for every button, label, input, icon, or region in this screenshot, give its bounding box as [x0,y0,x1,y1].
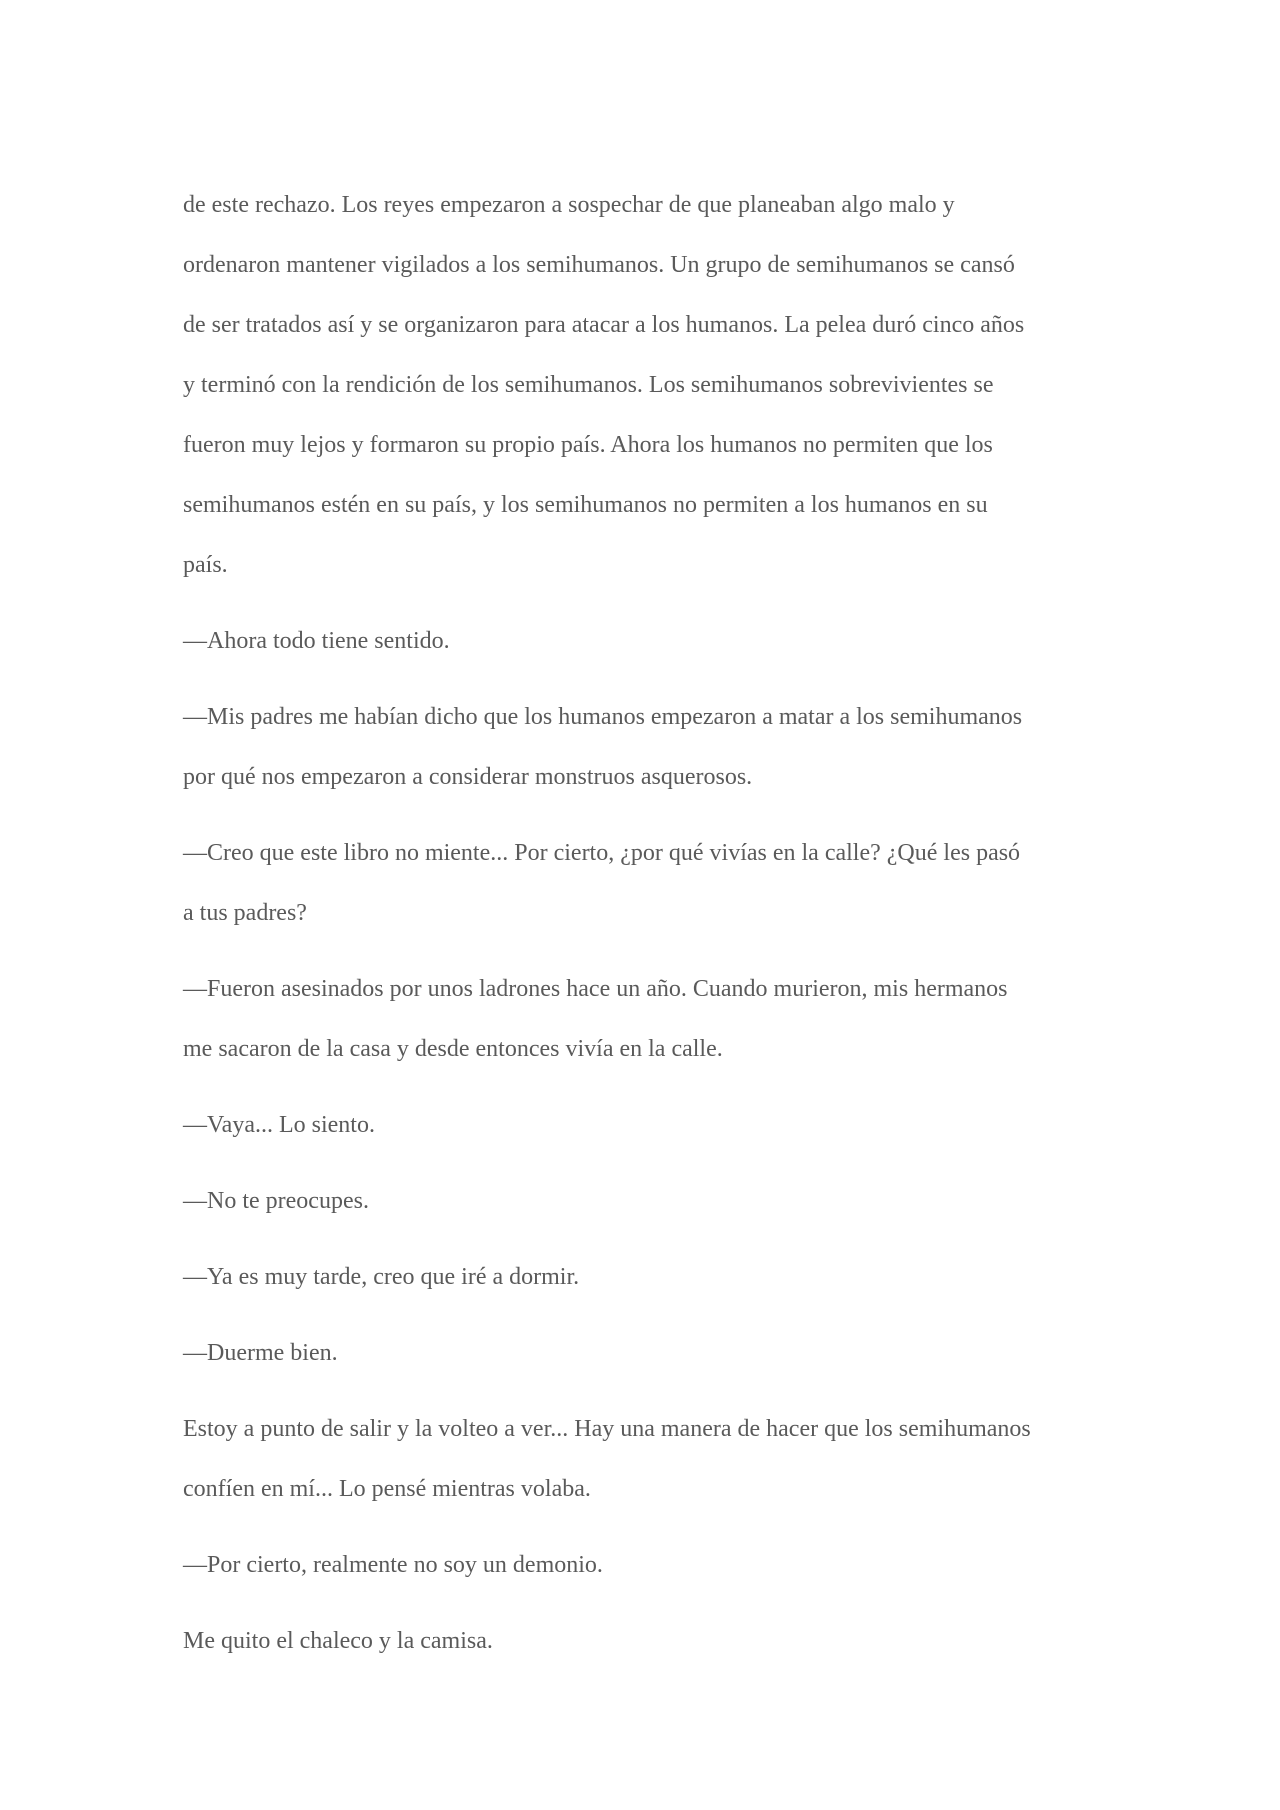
text-line: —Creo que este libro no miente... Por cierto, ¿por qué vivías en la calle? ¿Qué les pasó [183,840,1021,866]
text-line: a tus padres? [183,900,307,926]
dialogue-paragraph [183,823,1113,943]
text-line: —Mis padres me habían dicho que los humanos empezaron a matar a los semihumanos [183,704,1023,730]
dialogue-paragraph [183,687,1113,807]
dialogue-paragraph [183,611,1113,671]
dialogue-paragraph [183,1535,1113,1595]
dialogue-paragraph [183,1095,1113,1155]
text-line: —Por cierto, realmente no soy un demonio. [183,1552,603,1578]
text-line: de ser tratados así y se organizaron para atacar a los humanos. La pelea duró cinco años [183,312,1025,338]
narrative-paragraph [183,1611,1113,1671]
dialogue-paragraph [183,959,1113,1079]
dialogue-paragraph [183,1247,1113,1307]
text-line: confíen en mí... Lo pensé mientras volaba. [183,1476,591,1502]
dialogue-paragraph [183,1323,1113,1383]
narrative-paragraph [183,1399,1113,1519]
text-line: y terminó con la rendición de los semihumanos. Los semihumanos sobrevivientes se [183,372,994,398]
body-text [183,175,1113,1687]
text-line: —Ahora todo tiene sentido. [183,628,450,654]
text-line: Me quito el chaleco y la camisa. [183,1628,493,1654]
text-line: —Vaya... Lo siento. [183,1112,375,1138]
text-line: —Duerme bien. [183,1340,338,1366]
text-line: de este rechazo. Los reyes empezaron a sospechar de que planeaban algo malo y [183,192,955,218]
text-line: ordenaron mantener vigilados a los semihumanos. Un grupo de semihumanos se cansó [183,252,1015,278]
paragraph [183,175,1113,595]
text-line: —No te preocupes. [183,1188,369,1214]
text-line: fueron muy lejos y formaron su propio país. Ahora los humanos no permiten que los [183,432,993,458]
text-line: por qué nos empezaron a considerar monstruos asquerosos. [183,764,753,790]
text-line: Estoy a punto de salir y la volteo a ver... Hay una manera de hacer que los semihumanos [183,1416,1031,1442]
text-line: semihumanos estén en su país, y los semihumanos no permiten a los humanos en su [183,492,988,518]
text-line: país. [183,552,228,578]
dialogue-paragraph [183,1171,1113,1231]
text-line: me sacaron de la casa y desde entonces vivía en la calle. [183,1036,723,1062]
text-line: —Fueron asesinados por unos ladrones hace un año. Cuando murieron, mis hermanos [183,976,1008,1002]
text-line: —Ya es muy tarde, creo que iré a dormir. [183,1264,580,1290]
